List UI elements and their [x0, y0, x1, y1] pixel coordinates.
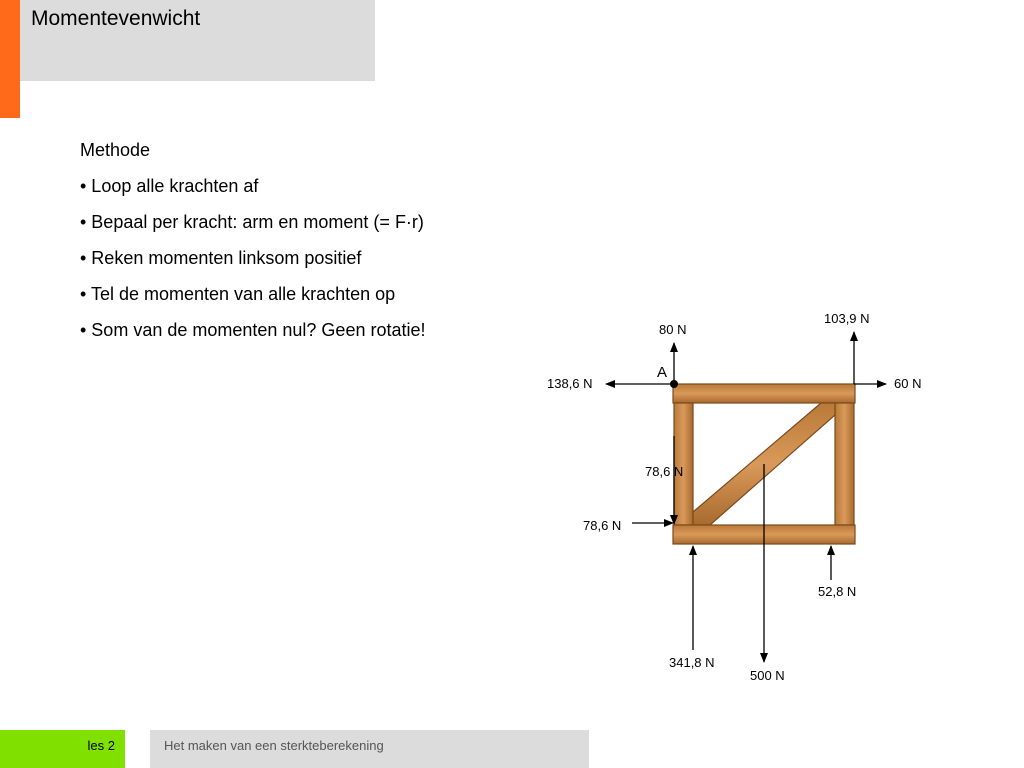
force-label-78-6n-horizontal: 78,6 N [583, 518, 622, 533]
footer-lesson-box [0, 730, 125, 768]
force-label-341-8n: 341,8 N [669, 655, 715, 670]
footer-subtitle: Het maken van een sterkteberekening [164, 738, 384, 753]
bullet-item: • Tel de momenten van alle krachten op [80, 284, 396, 304]
footer-lesson-label: les 2 [87, 738, 115, 753]
force-label-80n: 80 N [659, 322, 687, 337]
bullet-item: • Som van de momenten nul? Geen rotatie! [80, 320, 426, 340]
point-a-label: A [657, 364, 668, 381]
frame-right-post [835, 403, 854, 525]
bullet-item: • Reken momenten linksom positief [80, 248, 362, 268]
force-label-138-6n: 138,6 N [547, 376, 593, 391]
footer-subtitle-box [150, 730, 589, 768]
bullet-item: • Bepaal per kracht: arm en moment (= F·r) [80, 212, 424, 232]
slide-title: Momentevenwicht [31, 7, 201, 30]
bullet-item: • Loop alle krachten af [80, 176, 259, 196]
force-label-103-9n: 103,9 N [824, 311, 870, 326]
force-label-500n: 500 N [750, 668, 785, 683]
force-label-78-6n-inner: 78,6 N [645, 464, 684, 479]
frame-top-beam [673, 384, 855, 403]
content-heading: Methode [80, 140, 151, 160]
force-label-52-8n: 52,8 N [818, 584, 857, 599]
force-label-60n: 60 N [894, 376, 922, 391]
